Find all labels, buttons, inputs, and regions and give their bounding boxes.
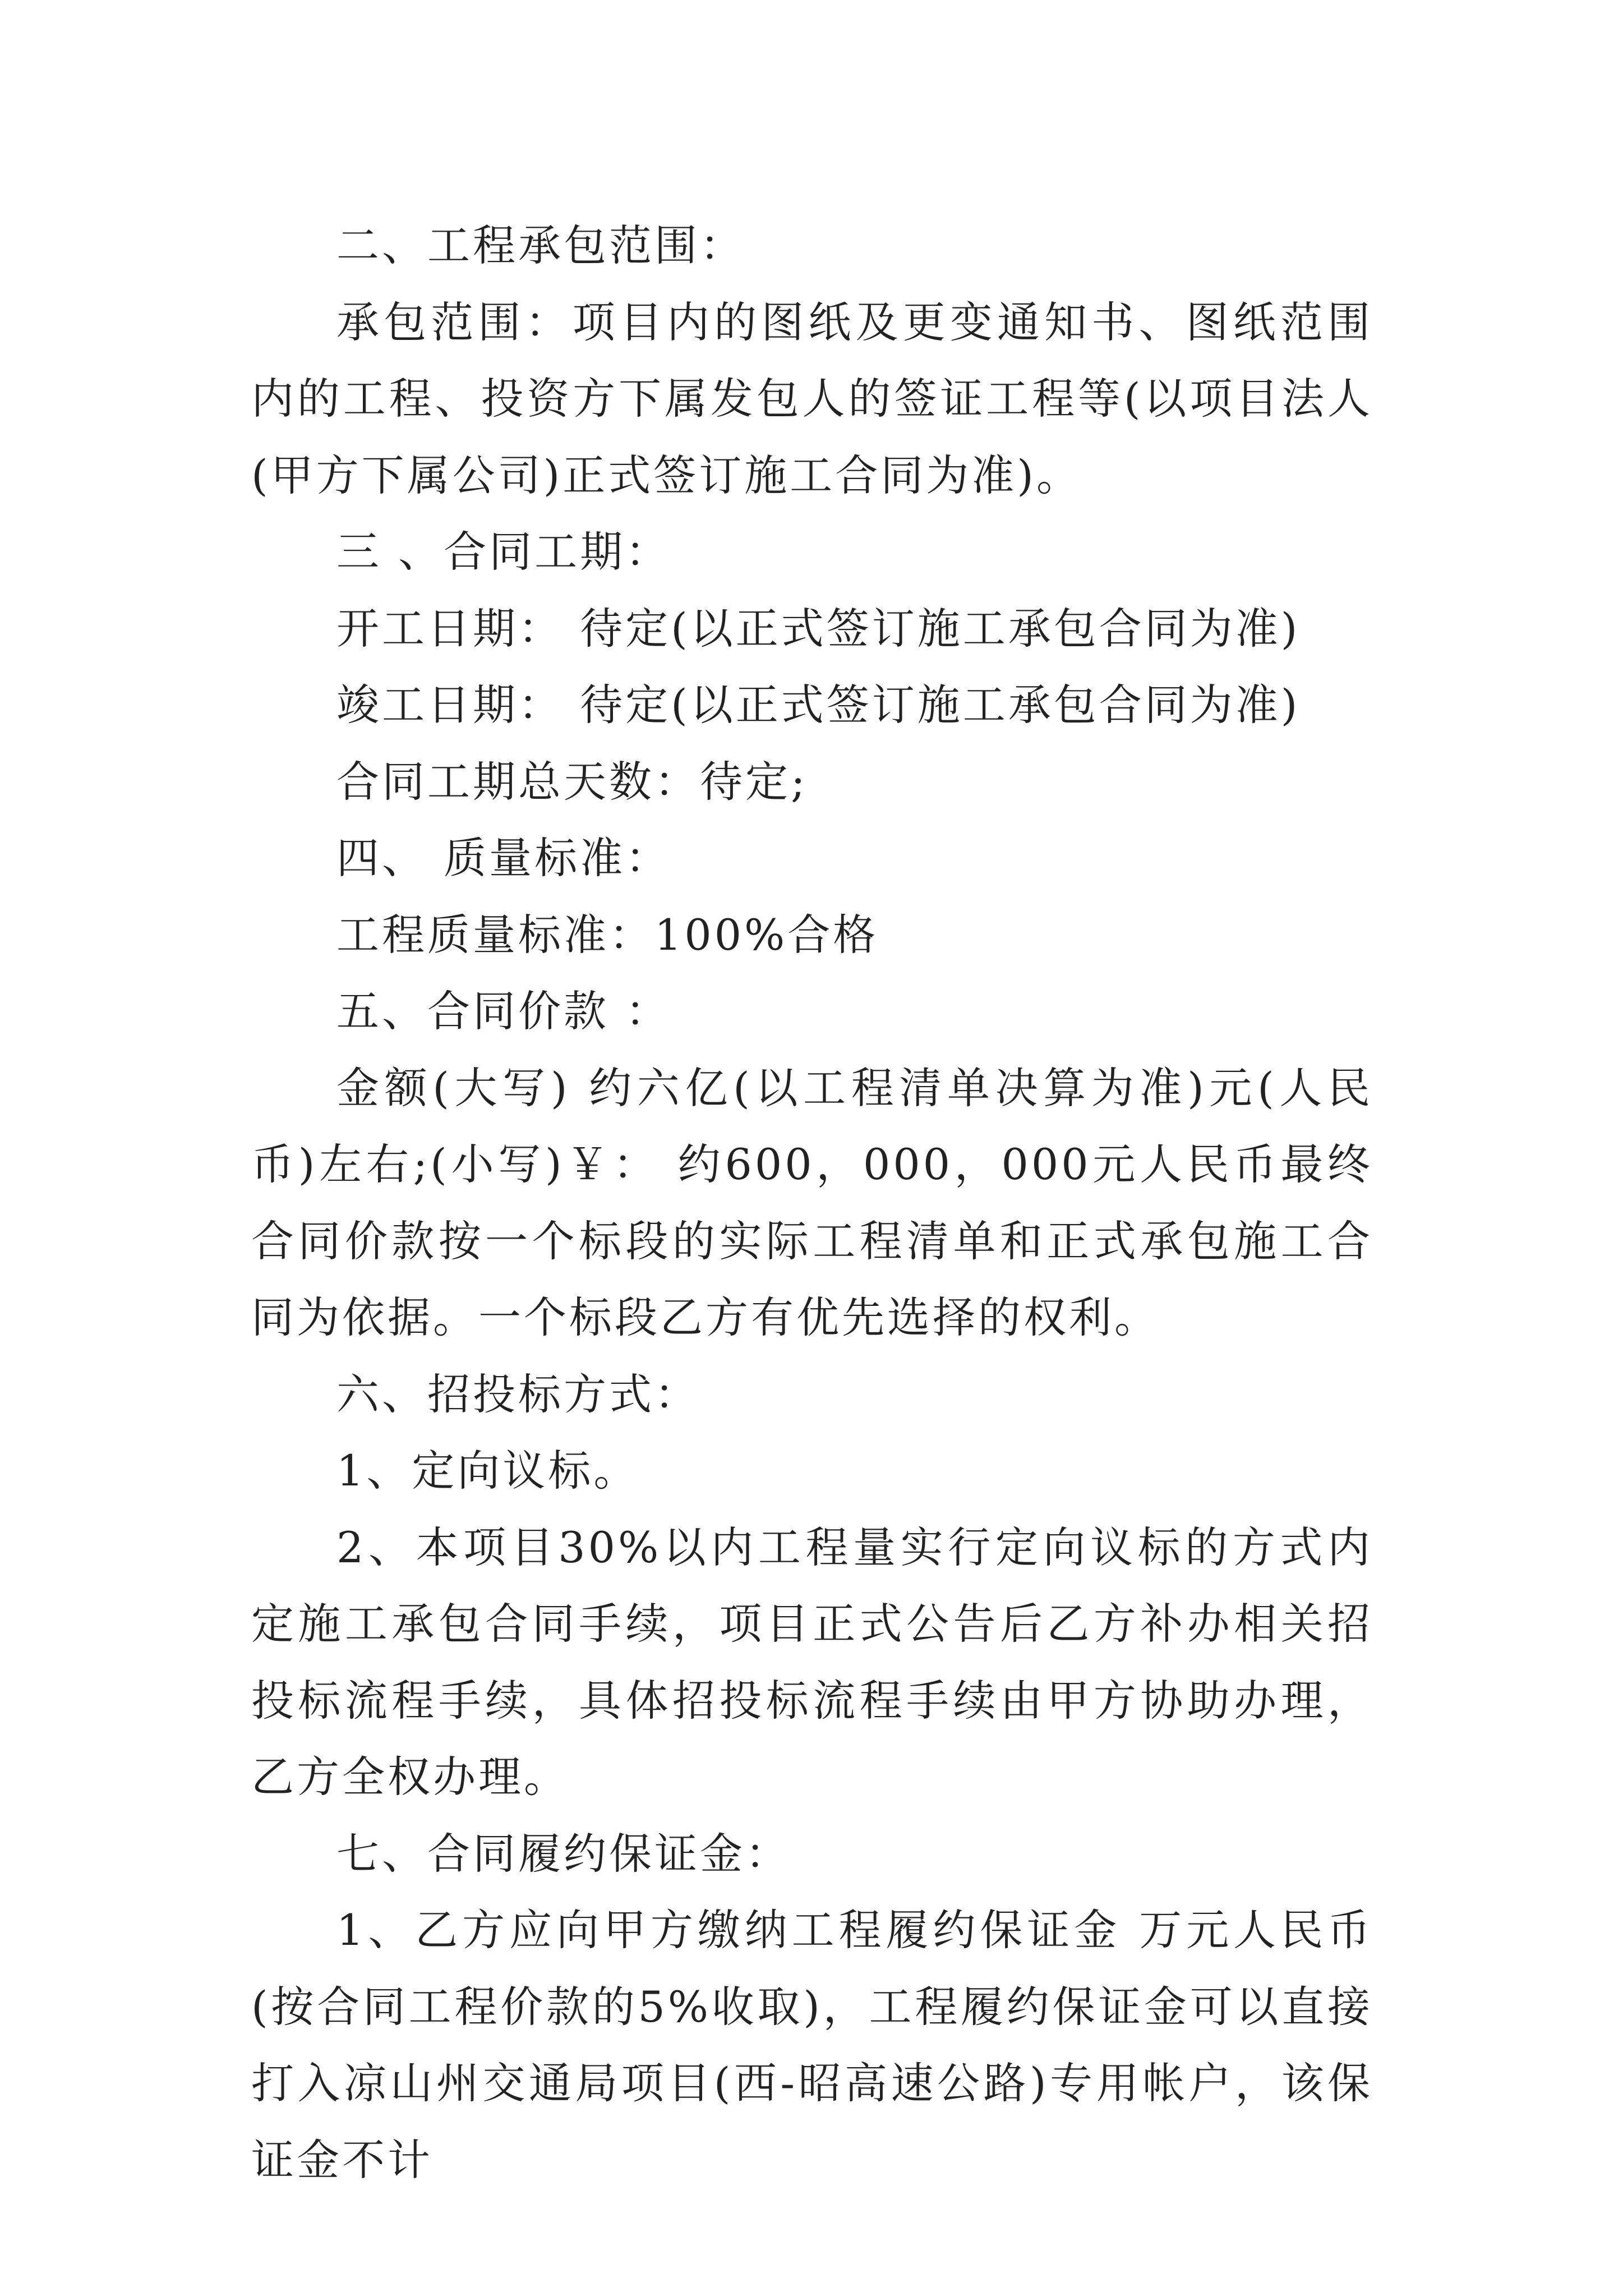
section-heading-quality: 四、 质量标准： <box>336 833 671 883</box>
paragraph-completion-date: 竣工日期： 待定(以正式签订施工承包合同为准) <box>336 680 1301 730</box>
section-heading-deposit: 七、合同履约保证金： <box>336 1828 791 1879</box>
paragraph-scope: 承包范围：项目内的图纸及更变通知书、图纸范围内的工程、投资方下属发包人的签证工程等(以项目法人(甲方下属公司)正式签订施工合同为准)。 <box>251 297 1373 500</box>
paragraph-total-days: 合同工期总天数：待定; <box>336 756 808 807</box>
paragraph-bidding-1: 1、定向议标。 <box>336 1446 639 1496</box>
paragraph-quality-standard: 工程质量标准：100%合格 <box>336 909 879 960</box>
section-heading-bidding: 六、招投标方式： <box>336 1369 700 1419</box>
section-heading-price: 五、合同价款 ： <box>336 986 671 1036</box>
paragraph-contract-price: 金额(大写) 约六亿(以工程清单决算为准)元(人民币)左右;(小写)￥： 约600，000，000元人民币最终合同价款按一个标段的实际工程清单和正式承包施工合同为依据。一个标段乙方有优先选择的权利。 <box>251 1062 1373 1342</box>
document-body <box>251 208 1373 2198</box>
paragraph-bidding-2: 2、本项目30%以内工程量实行定向议标的方式内定施工承包合同手续，项目正式公告后乙方补办相关招投标流程手续，具体招投标流程手续由甲方协助办理，乙方全权办理。 <box>251 1522 1373 1802</box>
section-heading-duration: 三 、合同工期： <box>336 527 671 577</box>
paragraph-deposit-1: 1、乙方应向甲方缴纳工程履约保证金 万元人民币(按合同工程价款的5%收取)，工程履约保证金可以直接打入凉山州交通局项目(西-昭高速公路)专用帐户，该保证金不计 <box>251 1905 1373 2185</box>
paragraph-start-date: 开工日期： 待定(以正式签订施工承包合同为准) <box>336 603 1301 654</box>
section-heading-scope: 二、工程承包范围： <box>336 220 745 270</box>
